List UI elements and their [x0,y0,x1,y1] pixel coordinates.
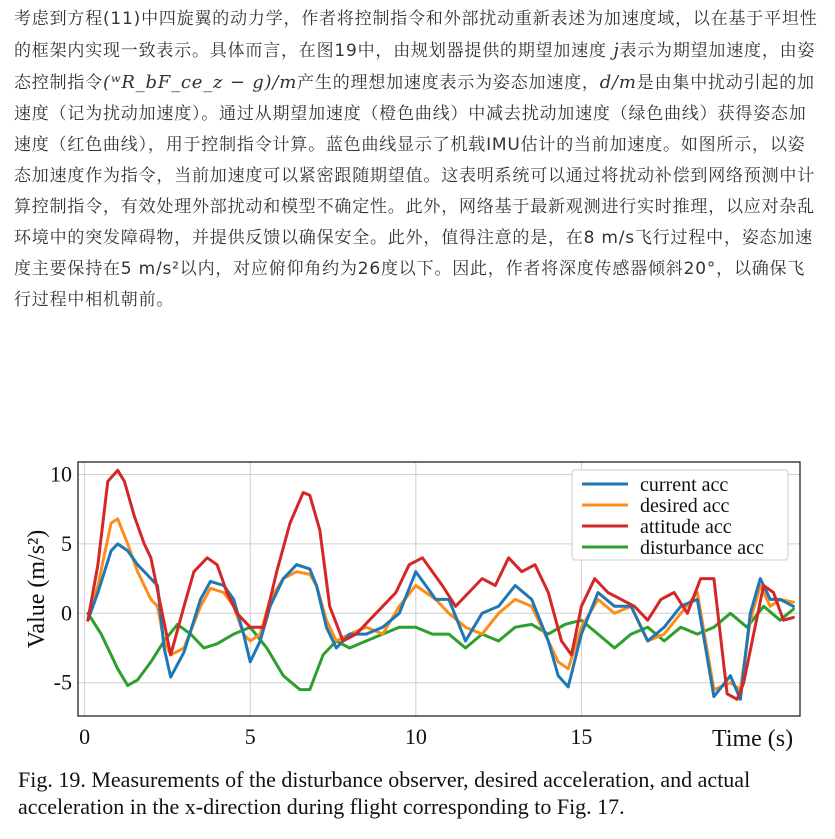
y-tick-label: 5 [61,530,72,556]
acceleration-chart [0,452,835,757]
paragraph-part-3: 产生的理想加速度表示为姿态加速度， [297,73,600,93]
y-tick-label: -5 [53,669,72,695]
x-axis-label: Time (s) [712,726,794,752]
paragraph-part-4: 是由集中扰动引起的加速度（记为扰动加速度）。通过从期望加速度（橙色曲线）中减去扰动加速度（绿色曲线）获得姿态加速度（红色曲线），用于控制指令计算。蓝色曲线显示了机载IMU估计的当前加速度。如图所示，以姿态加速度作为指令，当前加速度可以紧密跟随期望值。这表明系统可以通过将扰动补偿到网络预测中计算控制指令，有效处理外部扰动和模型不确定性。此外，网络基于最新观测进行实时推理，以应对杂乱环境中的突发障碍物，并提供反馈以确保安全。此外，值得注意的是，在8 m/s飞行过程中，姿态加速度主要保持在5 m/s²以内，对应俯仰角约为26度以下。因此，作者将深度传感器倾斜20°，以确保飞行过程中相机朝前。 [14,73,815,310]
paragraph-text [14,4,819,316]
x-tick-label: 5 [244,724,256,749]
figure-caption [18,766,818,820]
legend-label: disturbance acc [640,537,764,559]
y-tick-label: 10 [50,461,72,487]
math-attitude-command: (ʷR_bF_ce_z − g)/m [103,72,298,93]
x-tick-label: 0 [79,724,91,749]
y-tick-label: 0 [61,600,72,626]
caption-text: Fig. 19. Measurements of the disturbance observer, desired acceleration, and actual acceleration in the x-direction during flight corresponding to Fig. 17. [18,767,751,819]
y-axis-label: Value (m/s²) [24,529,50,649]
chart-legend [572,470,788,560]
paragraph-part-2: 表示为期望加速度，由姿态控制指令 [14,41,816,93]
math-disturbance: d/m [599,72,637,93]
legend-label: attitude acc [640,516,732,538]
body-paragraph [14,4,819,316]
legend-label: current acc [640,474,729,496]
math-desired-acc: j̇ [613,40,620,61]
paragraph-part-1: 考虑到方程(11)中四旋翼的动力学，作者将控制指令和外部扰动重新表述为加速度域，以在基于平坦性的框架内实现一致表示。具体而言，在图19中，由规划器提供的期望加速度 [14,9,818,61]
x-tick-label: 15 [570,724,593,749]
legend-label: desired acc [640,495,730,517]
x-tick-label: 10 [404,724,427,749]
